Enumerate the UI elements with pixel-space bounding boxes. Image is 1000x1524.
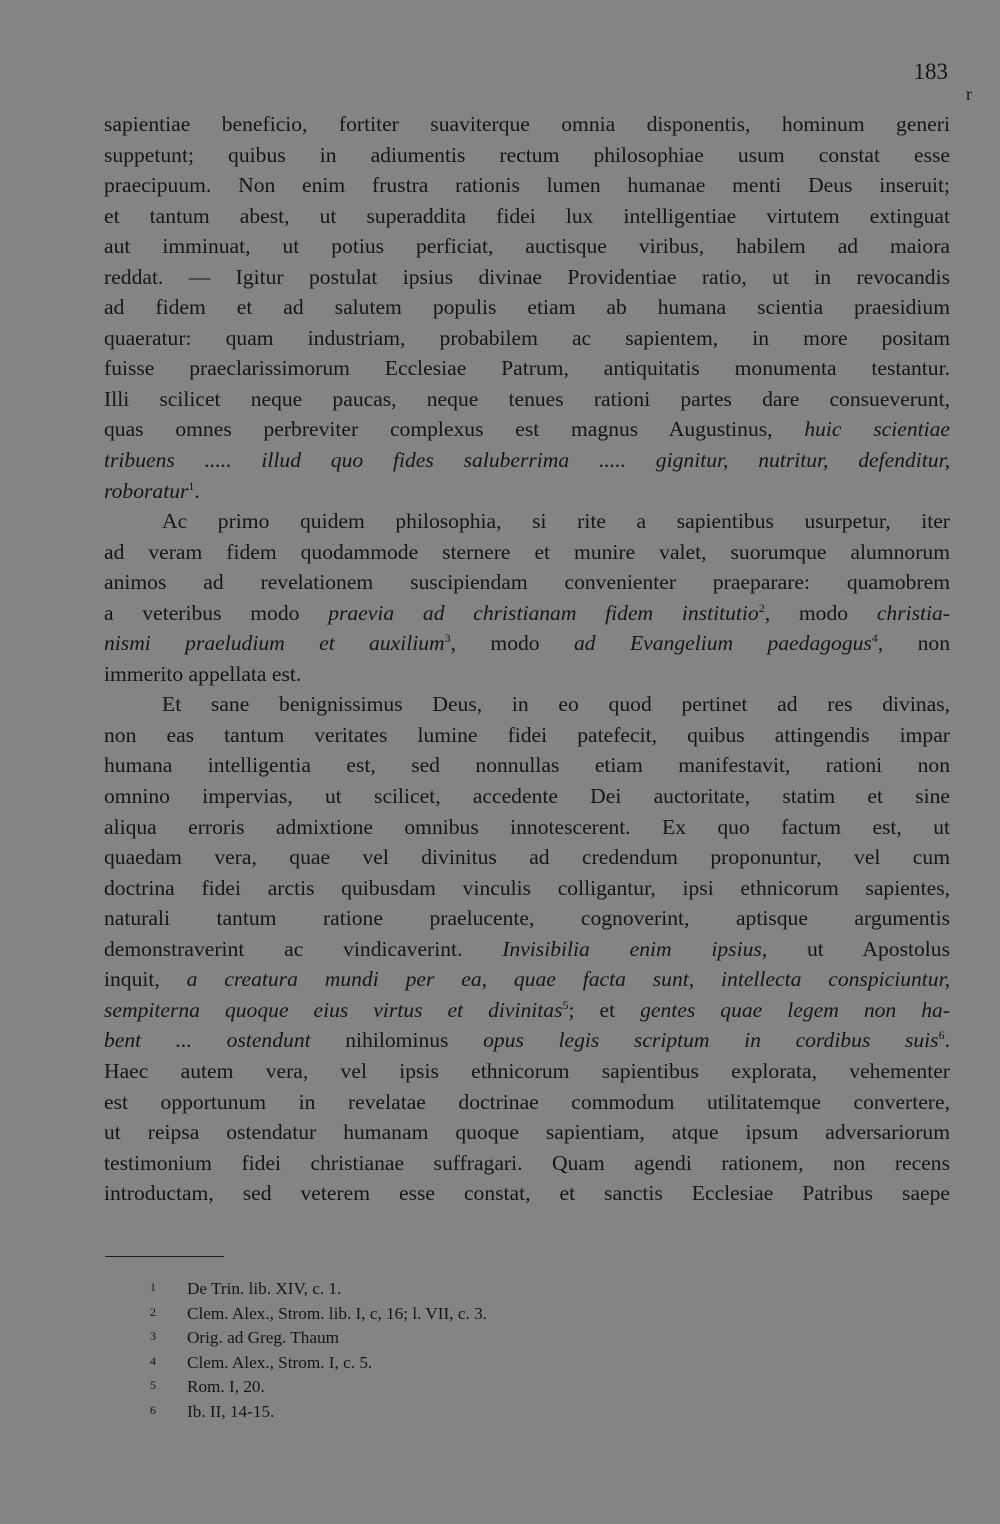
text-line: inquit, a creatura mundi per ea, quae facta sunt, intellecta conspiciuntur,	[104, 967, 950, 992]
footnote	[150, 1351, 750, 1376]
margin-mark: r	[966, 84, 972, 104]
footnote-ref: 5	[562, 997, 569, 1012]
text-line: aliqua erroris admixtione omnibus innotescerent. Ex quo factum est, ut	[104, 814, 950, 839]
footnote-text: Clem. Alex., Strom. I, c. 5.	[187, 1352, 373, 1372]
footnote	[150, 1302, 750, 1327]
text-line: Illi scilicet neque paucas, neque tenues rationi partes dare consueverunt,	[104, 386, 950, 411]
text-line: omnino impervias, ut scilicet, accedente Dei auctoritate, statim et sine	[104, 784, 950, 809]
footnote-text: Ib. II, 14-15.	[187, 1401, 275, 1421]
text-line: ut reipsa ostendatur humanam quoque sapientiam, atque ipsum adversariorum	[104, 1120, 950, 1145]
body-text	[104, 109, 950, 1209]
footnote-text: De Trin. lib. XIV, c. 1.	[187, 1279, 342, 1298]
footnote-mark: 5	[150, 1378, 156, 1393]
text-line: Ac primo quidem philosophia, si rite a sapientibus usurpetur, iter	[162, 509, 950, 534]
text-line: est opportunum in revelatae doctrinae commodum utilitatemque convertere,	[104, 1089, 950, 1114]
footnote-text: Clem. Alex., Strom. lib. I, c, 16; l. VII, c. 3.	[187, 1303, 487, 1323]
text-line: naturali tantum ratione praelucente, cognoverint, aptisque argumentis	[104, 906, 950, 931]
text-line: suppetunt; quibus in adiumentis rectum philosophiae usum constat esse	[104, 142, 950, 167]
footnote-mark: 3	[150, 1329, 156, 1344]
text-line: tribuens ..... illud quo fides saluberrima ..... gignitur, nutritur, defenditur,	[104, 448, 950, 473]
footnote	[150, 1375, 750, 1400]
text-line: a veteribus modo praevia ad christianam fidem institutio$^2$, modo christia-	[104, 600, 950, 625]
text-line: quas omnes perbreviter complexus est magnus Augustinus, huic scientiae	[104, 417, 950, 442]
footnote-text: Orig. ad Greg. Thaum	[187, 1328, 339, 1348]
text-line: reddat. — Igitur postulat ipsius divinae Providentiae ratio, ut in revocandis	[104, 264, 950, 289]
text-line: immerito appellata est.	[104, 661, 302, 686]
text-line: quaedam vera, quae vel divinitus ad credendum proponuntur, vel cum	[104, 845, 950, 870]
footnote-mark: 6	[150, 1402, 156, 1417]
text-line: et tantum abest, ut superaddita fidei lux intelligentiae virtutem extinguat	[104, 203, 950, 228]
text-line: non eas tantum veritates lumine fidei patefecit, quibus attingendis impar	[104, 722, 950, 747]
footnote-ref: 4	[871, 631, 878, 646]
footnote	[150, 1277, 750, 1302]
text-line: nismi praeludium et auxilium$^3$, modo ad Evangelium paedagogus$^4$, non	[104, 631, 950, 656]
text-line: roboratur$^1$.	[104, 478, 200, 503]
footnote-ref: 2	[758, 600, 765, 615]
text-line: introductam, sed veterem esse constat, et sanctis Ecclesiae Patribus saepe	[104, 1181, 950, 1206]
footnote-ref: 1	[188, 478, 195, 493]
text-line: sapientiae beneficio, fortiter suaviterque omnia disponentis, hominum generi	[104, 112, 950, 136]
footnote	[150, 1400, 750, 1425]
text-line: sempiterna quoque eius virtus et divinitas$^5$; et gentes quae legem non ha-	[104, 997, 951, 1022]
text-line: fuisse praeclarissimorum Ecclesiae Patrum, antiquitatis monumenta testantur.	[104, 356, 950, 381]
footnote-mark: 4	[150, 1353, 156, 1368]
text-line: doctrina fidei arctis quibusdam vinculis colligantur, ipsi ethnicorum sapientes,	[104, 875, 950, 900]
text-line: Et sane benignissimus Deus, in eo quod pertinet ad res divinas,	[162, 692, 950, 717]
text-line: ad veram fidem quodammode sternere et munire valet, suorumque alumnorum	[104, 539, 950, 564]
text-line: testimonium fidei christianae suffragari. Quam agendi rationem, non recens	[104, 1150, 950, 1175]
text-line: humana intelligentia est, sed nonnullas etiam manifestavit, rationi non	[104, 753, 950, 778]
text-line: Haec autem vera, vel ipsis ethnicorum sapientibus explorata, vehementer	[104, 1058, 950, 1083]
text-line: praecipuum. Non enim frustra rationis lumen humanae menti Deus inseruit;	[104, 173, 950, 198]
footnote-ref: 3	[444, 631, 451, 646]
footnote-divider	[105, 1256, 224, 1257]
text-line: demonstraverint ac vindicaverint. Invisibilia enim ipsius, ut Apostolus	[104, 936, 950, 961]
footnote-mark: 2	[150, 1304, 156, 1319]
text-line: animos ad revelationem suscipiendam convenienter praeparare: quamobrem	[104, 570, 950, 595]
text-line: bent ... ostendunt nihilominus opus legis scriptum in cordibus suis$^6$.	[104, 1028, 950, 1053]
footnote	[150, 1326, 750, 1351]
footnotes	[150, 1277, 750, 1425]
text-line: aut imminuat, ut potius perficiat, auctisque viribus, habilem ad maiora	[104, 234, 950, 259]
text-line: quaeratur: quam industriam, probabilem ac sapientem, in more positam	[104, 325, 950, 350]
footnote-text: Rom. I, 20.	[187, 1377, 265, 1397]
page-number: 183	[913, 59, 948, 84]
text-line: ad fidem et ad salutem populis etiam ab humana scientia praesidium	[104, 295, 950, 320]
footnote-mark: 1	[150, 1280, 156, 1294]
footnote-ref: 6	[938, 1028, 945, 1043]
